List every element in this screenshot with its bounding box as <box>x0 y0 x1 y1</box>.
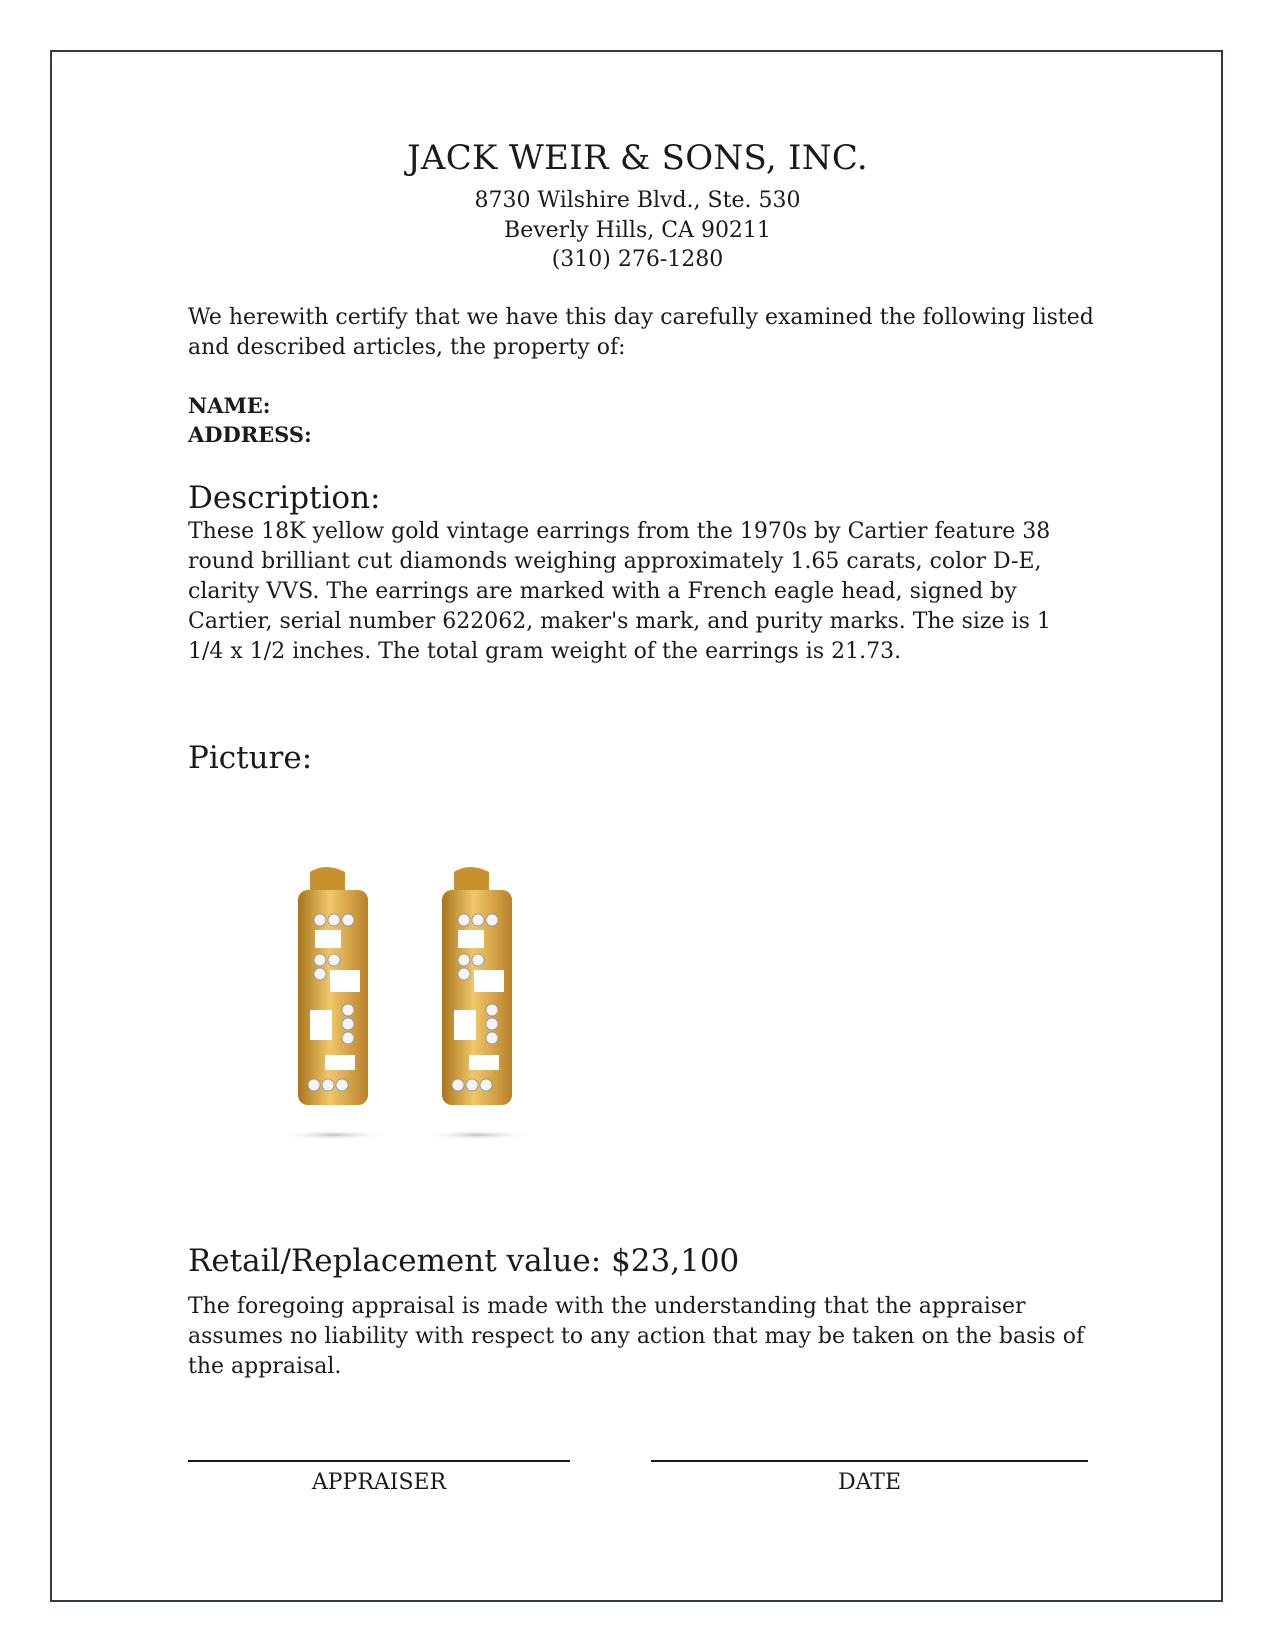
date-signature-line <box>651 1460 1088 1462</box>
description-heading: Description: <box>188 480 381 516</box>
certification-text: We herewith certify that we have this day carefully examined the following listed and described articles, the property of: <box>188 305 1094 360</box>
description-body: These 18K yellow gold vintage earrings from the 1970s by Cartier feature 38 round brilliant cut diamonds weighing approximately 1.65 carats, color D-E, clarity VVS. The earrings are marked with a French eagle head, signed by Cartier, serial number 622062, maker's mark, and purity marks. The size is 1 1/4 x 1/2 inches. The total gram weight of the earrings is 21.73. <box>188 519 1051 664</box>
company-address-line1: 8730 Wilshire Blvd., Ste. 530 <box>474 188 801 213</box>
picture-heading: Picture: <box>188 740 313 776</box>
disclaimer-text: The foregoing appraisal is made with the understanding that the appraiser assumes no liability with respect to any action that may be taken on the basis of the appraisal. <box>188 1294 1085 1379</box>
date-label: DATE <box>837 1470 902 1495</box>
owner-name-label: NAME: <box>188 393 271 418</box>
left-earring <box>279 867 389 1140</box>
retail-value: Retail/Replacement value: $23,100 <box>188 1243 740 1279</box>
owner-address-label: ADDRESS: <box>188 422 312 447</box>
right-earring <box>423 867 533 1140</box>
appraiser-label: APPRAISER <box>311 1470 447 1495</box>
earrings-photo <box>270 860 570 1180</box>
company-name: JACK WEIR & SONS, INC. <box>406 138 869 178</box>
appraiser-signature-line <box>188 1460 570 1462</box>
company-address-line2: Beverly Hills, CA 90211 <box>504 218 771 243</box>
company-phone: (310) 276-1280 <box>551 247 724 272</box>
